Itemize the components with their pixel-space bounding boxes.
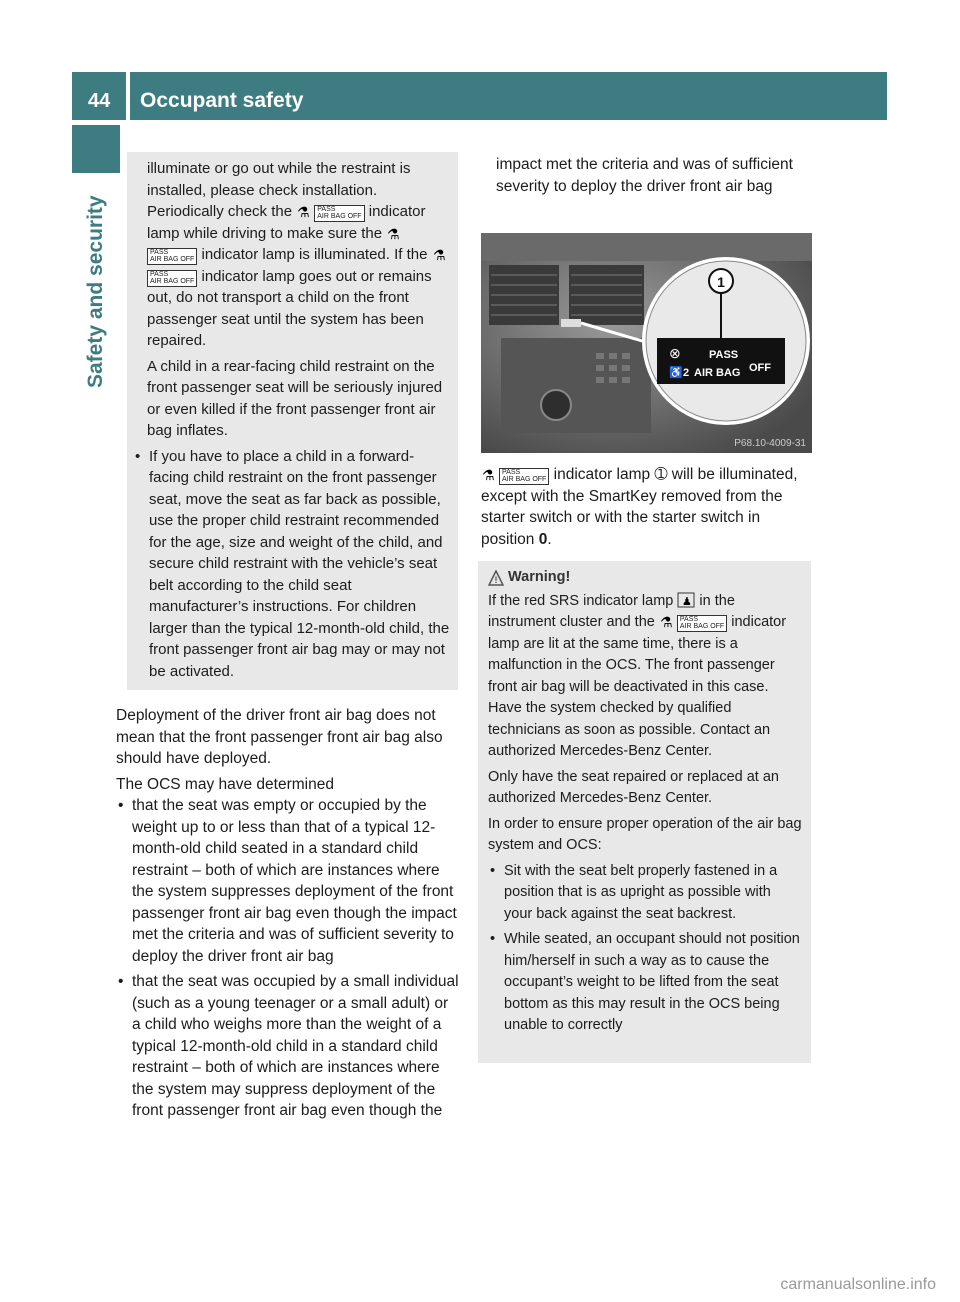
warning-box [478, 561, 811, 1063]
box-paragraph: illuminate or go out while the restraint is installed, please check installation. Periodically check the ⚗ PASS AIR BAG OFF indicator lamp while driving to make sure the ⚗ PASS AIR BAG OFF indicator lamp is illuminated. If the ⚗ PASS AIR BAG OFF indicator lamp goes out or remains out, do not transport a child on the front passenger seat until the system has been repaired. [147, 152, 450, 352]
figure-dashboard-photo [481, 233, 812, 453]
warning-paragraph-1: If the red SRS indicator lamp ♟ in the instrument cluster and the ⚗ PASS AIR BAG OFF indicator lamp are lit at the same time, there is a malfunction in the OCS. The front passenger front air bag will be deactivated in this case. Have the system checked by qualified technicians as soon as possible. Contact an authorized Mercedes-Benz Center. [488, 592, 787, 759]
pass-airbag-off-icon: PASS AIR BAG OFF [314, 205, 364, 222]
page-header [72, 72, 887, 120]
side-tab-label: Safety and security [84, 195, 107, 388]
side-tab-marker [72, 125, 120, 173]
child-seat-icon [481, 466, 499, 482]
child-restraint-info-box [127, 152, 458, 690]
pass-airbag-off-icon: PASS AIR BAG OFF [147, 248, 197, 265]
box-bullet: • If you have to place a child in a forward-facing child restraint on the front passenger seat, move the seat as far back as possible, use the proper child restraint recommended for the age, size and weight of the child, and secure child restraint with the vehicle’s seat belt according to the child seat manufacturer’s instructions. For children larger than the typical 12-month-old child, the front passenger front air bag may or may not be activated. [133, 446, 450, 683]
svg-text:⚗: ⚗ [482, 468, 495, 482]
warning-paragraph-2: Only have the seat repaired or replaced at an authorized Mercedes-Benz Center. [488, 768, 779, 806]
dashboard-illustration [481, 233, 812, 453]
warning-bullet-1: • Sit with the seat belt properly fastened in a position that is as upright as possible with your back against the seat backrest. [488, 861, 803, 926]
page-title: Occupant safety [140, 89, 304, 112]
figure-caption: ⚗ PASS AIR BAG OFF indicator lamp ➀ will be illuminated, except with the SmartKey removed from the starter switch or with the starter switch in position 0. [481, 466, 798, 548]
header-divider [126, 72, 130, 120]
watermark-site: carmanualsonline.info [780, 1276, 936, 1293]
svg-text:♟: ♟ [682, 594, 693, 608]
child-seat-icon [386, 225, 404, 241]
pass-airbag-off-icon: PASS AIR BAG OFF [677, 615, 727, 632]
side-tab [84, 178, 112, 388]
paragraph-deployment: Deployment of the driver front air bag does not mean that the front passenger front air bag also should have deployed. [116, 707, 443, 767]
pass-airbag-off-icon: PASS AIR BAG OFF [499, 468, 549, 485]
right-text-top [496, 154, 818, 197]
starter-position: 0 [538, 530, 548, 548]
child-seat-icon [296, 203, 314, 219]
paragraph-impact: impact met the criteria and was of sufficient severity to deploy the driver front air bag [496, 156, 793, 195]
display-pass: PASS [709, 349, 739, 361]
box-paragraph-warning: A child in a rear-facing child restraint on the front passenger seat will be seriously injured or even killed if the front passenger front air bag inflates. [147, 357, 443, 439]
child-seat-icon [432, 246, 450, 262]
display-seat-icon: ♿ [669, 367, 683, 379]
svg-text:⚗: ⚗ [432, 248, 446, 262]
figure-callout: 1 [717, 274, 725, 290]
display-airbag: AIR BAG [694, 367, 741, 379]
paragraph-ocs: The OCS may have determined [116, 775, 334, 793]
display-num: 2 [683, 367, 690, 379]
pass-airbag-off-icon: PASS AIR BAG OFF [147, 270, 197, 287]
warning-triangle-icon [488, 570, 504, 586]
figure-code: P68.10-4009-31 [734, 438, 806, 449]
svg-text:⚗: ⚗ [297, 205, 310, 219]
display-off: OFF [749, 362, 771, 374]
display-crossed-airbag: ⊗ [669, 345, 681, 361]
svg-text:⚗: ⚗ [659, 615, 673, 629]
srs-indicator-icon [677, 592, 695, 608]
warning-paragraph-3: In order to ensure proper operation of the air bag system and OCS: [488, 815, 802, 853]
warning-bullet-2: • While seated, an occupant should not position him/herself in such a way as to cause the occupant’s weight to be lifted from the seat bottom as this may result in the OCS being unable to correctly [488, 929, 803, 1037]
warning-heading: ! Warning! [488, 567, 803, 589]
left-text [116, 705, 460, 1122]
bullet-small-individual: • that the seat was occupied by a small individual (such as a young teenager or a small adult) or a child who weighs more than the weight of a typical 12-month-old child in a standard child restraint – both of which are instances where the system may suppress deployment of the front passenger front air bag even though the [116, 971, 460, 1122]
callout-1-ref: ➀ [654, 466, 668, 483]
page-number: 44 [88, 90, 111, 112]
bullet-empty-seat: • that the seat was empty or occupied by the weight up to or less than that of a typical 12-month-old child seated in a standard child restraint – both of which are instances where the system suppresses deployment of the front passenger front air bag even though the impact met the criteria and was of sufficient severity to deploy the driver front air bag [116, 795, 460, 967]
child-seat-icon [659, 613, 677, 629]
svg-text:!: ! [494, 574, 498, 585]
svg-text:⚗: ⚗ [387, 226, 400, 241]
